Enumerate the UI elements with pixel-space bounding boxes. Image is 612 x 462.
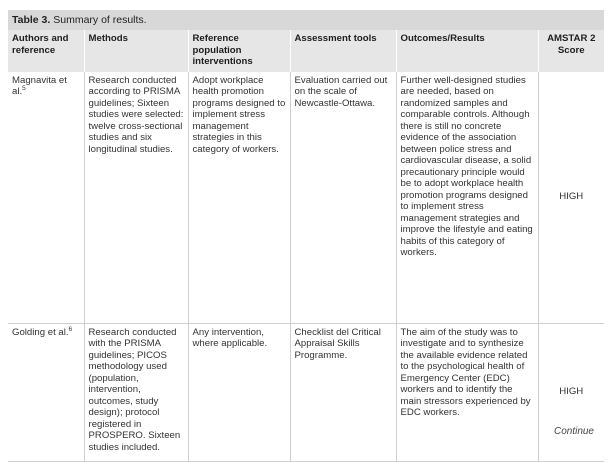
results-table bbox=[8, 30, 604, 462]
reference-number: 5 bbox=[22, 84, 26, 92]
table-row bbox=[8, 72, 604, 324]
header-methods: Methods bbox=[84, 30, 188, 72]
table-header-row bbox=[8, 30, 604, 72]
cell-assessment: Checklist del Critical Appraisal Skills Programme. bbox=[290, 323, 396, 461]
cell-amstar-score: HIGH bbox=[538, 72, 604, 324]
cell-assessment: Evaluation carried out on the scale of Newcastle-Ottawa. bbox=[290, 72, 396, 324]
header-reference-population: Reference population interventions bbox=[188, 30, 290, 72]
table-caption bbox=[8, 10, 604, 30]
cell-population: Any intervention, where applicable. bbox=[188, 323, 290, 461]
table-row bbox=[8, 323, 604, 461]
continue-label: Continue bbox=[553, 426, 594, 437]
cell-amstar-score: HIGH bbox=[538, 323, 604, 461]
table-caption-label: Table 3. bbox=[12, 14, 51, 26]
table-caption-text: Summary of results. bbox=[50, 14, 147, 26]
reference-number: 6 bbox=[68, 325, 73, 333]
author-name: Magnavita et al. bbox=[12, 74, 67, 97]
header-authors: Authors and reference bbox=[8, 30, 84, 72]
cell-outcomes: The aim of the study was to investigate and to synthesize the available evidence related to the psychological health of Emergency Center (EDC) workers and to identify the main stressors experienced by EDC workers. bbox=[396, 323, 538, 461]
header-outcomes: Outcomes/Results bbox=[396, 30, 538, 72]
header-amstar-score: AMSTAR 2 Score bbox=[538, 30, 604, 72]
author-name: Golding et al. bbox=[12, 326, 69, 338]
cell-author bbox=[8, 323, 84, 461]
cell-author bbox=[8, 72, 84, 324]
cell-outcomes: Further well-designed studies are needed, based on randomized samples and comparable controls. Although there is still no concrete evidence of the association between police stress and cardiovascular disease, a solid precautionary principle would be to adopt workplace health promotion programs designed to implement stress management strategies and improve the lifestyle and eating habits of this category of workers. bbox=[396, 72, 538, 324]
cell-population: Adopt workplace health promotion programs designed to implement stress management strategies in this category of workers. bbox=[188, 72, 290, 324]
cell-methods: Research conducted with the PRISMA guidelines; PICOS methodology used (population, intervention, outcomes, study design); protocol registered in PROSPERO. Sixteen studies included. bbox=[84, 323, 188, 461]
header-assessment-tools: Assessment tools bbox=[290, 30, 396, 72]
cell-methods: Research conducted according to PRISMA guidelines; Sixteen studies were selected: twelve cross-sectional studies and six longitudinal studies. bbox=[84, 72, 188, 324]
